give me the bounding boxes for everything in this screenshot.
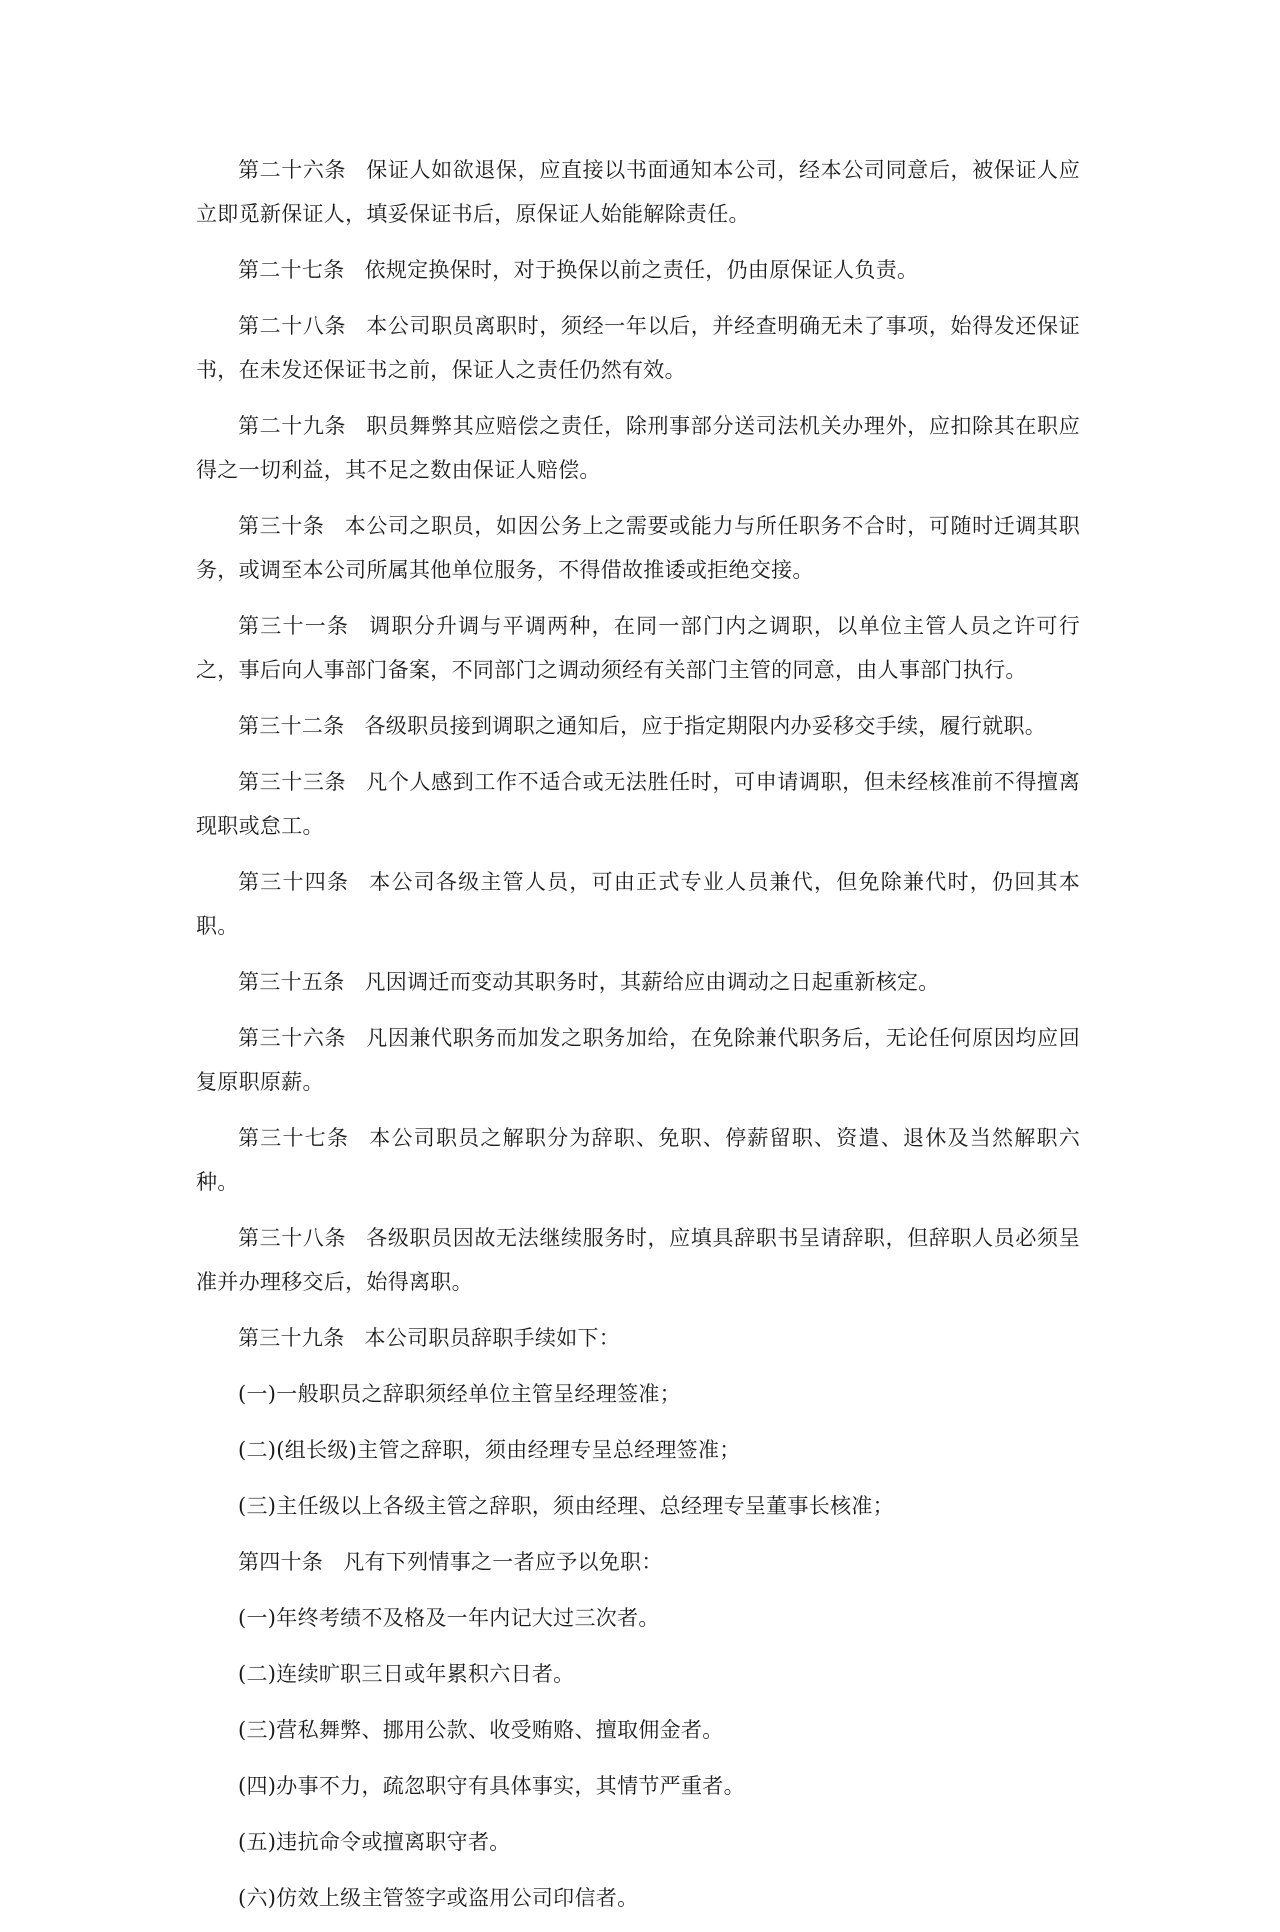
article-number: 第二十八条 — [238, 314, 347, 338]
article-30 — [196, 504, 1080, 592]
article-number: 第二十七条 — [238, 258, 345, 282]
article-number: 第三十八条 — [238, 1226, 347, 1250]
article-40 — [196, 1540, 1080, 1584]
article-number: 第三十条 — [238, 514, 325, 538]
list-item: (一)一般职员之辞职须经单位主管呈经理签准； — [238, 1382, 681, 1406]
article-text: 本公司职员辞职手续如下： — [364, 1326, 621, 1350]
article-39 — [196, 1316, 1080, 1360]
article-text: 凡因兼代职务而加发之职务加给，在免除兼代职务后，无论任何原因均应回复原职原薪。 — [196, 1026, 1080, 1094]
list-item: (五)违抗命令或擅离职守者。 — [238, 1830, 511, 1854]
article-text: 本公司职员之解职分为辞职、免职、停薪留职、资遣、退休及当然解职六种。 — [196, 1126, 1080, 1194]
article-text: 各级职员因故无法继续服务时，应填具辞职书呈请辞职，但辞职人员必须呈准并办理移交后，始得离职。 — [196, 1226, 1080, 1294]
article-32 — [196, 704, 1080, 748]
article-number: 第三十三条 — [238, 770, 347, 794]
article-number: 第三十一条 — [238, 614, 350, 638]
article-text: 本公司职员离职时，须经一年以后，并经查明确无未了事项，始得发还保证书，在未发还保证书之前，保证人之责任仍然有效。 — [196, 314, 1080, 382]
article-36 — [196, 1016, 1080, 1104]
article-number: 第三十七条 — [238, 1126, 350, 1150]
article-29 — [196, 404, 1080, 492]
article-text: 凡因调迁而变动其职务时，其薪给应由调动之日起重新核定。 — [364, 970, 940, 994]
article-text: 依规定换保时，对于换保以前之责任，仍由原保证人负责。 — [364, 258, 919, 282]
article-text: 各级职员接到调职之通知后，应于指定期限内办妥移交手续，履行就职。 — [364, 714, 1047, 738]
article-31 — [196, 604, 1080, 692]
list-item: (三)营私舞弊、挪用公款、收受贿赂、擅取佣金者。 — [238, 1718, 724, 1742]
article-number: 第三十五条 — [238, 970, 345, 994]
article-text: 职员舞弊其应赔偿之责任，除刑事部分送司法机关办理外，应扣除其在职应得之一切利益，其不足之数由保证人赔偿。 — [196, 414, 1080, 482]
list-item: (六)仿效上级主管签字或盗用公司印信者。 — [238, 1886, 639, 1910]
article-26 — [196, 148, 1080, 236]
article-text: 凡有下列情事之一者应予以免职： — [343, 1550, 663, 1574]
article-38 — [196, 1216, 1080, 1304]
article-number: 第四十条 — [238, 1550, 324, 1574]
list-item: (二)连续旷职三日或年累积六日者。 — [238, 1662, 575, 1686]
article-text: 凡个人感到工作不适合或无法胜任时，可申请调职，但未经核准前不得擅离现职或怠工。 — [196, 770, 1080, 838]
article-34 — [196, 860, 1080, 948]
list-item: (三)主任级以上各级主管之辞职，须由经理、总经理专呈董事长核准； — [238, 1494, 894, 1518]
document-body — [196, 148, 1080, 1932]
article-text: 本公司之职员，如因公务上之需要或能力与所任职务不合时，可随时迁调其职务，或调至本公司所属其他单位服务，不得借故推诿或拒绝交接。 — [196, 514, 1080, 582]
article-37 — [196, 1116, 1080, 1204]
article-text: 本公司各级主管人员，可由正式专业人员兼代，但免除兼代时，仍回其本职。 — [196, 870, 1080, 938]
article-28 — [196, 304, 1080, 392]
article-27 — [196, 248, 1080, 292]
article-number: 第二十六条 — [238, 158, 347, 182]
article-text: 保证人如欲退保，应直接以书面通知本公司，经本公司同意后，被保证人应立即觅新保证人，填妥保证书后，原保证人始能解除责任。 — [196, 158, 1080, 226]
article-number: 第三十二条 — [238, 714, 345, 738]
article-text: 调职分升调与平调两种，在同一部门内之调职，以单位主管人员之许可行之，事后向人事部门备案，不同部门之调动须经有关部门主管的同意，由人事部门执行。 — [196, 614, 1080, 682]
article-number: 第三十九条 — [238, 1326, 345, 1350]
article-33 — [196, 760, 1080, 848]
article-35 — [196, 960, 1080, 1004]
article-number: 第二十九条 — [238, 414, 347, 438]
list-item: (四)办事不力，疏忽职守有具体事实，其情节严重者。 — [238, 1774, 745, 1798]
list-item: (二)(组长级)主管之辞职，须由经理专呈总经理签准； — [238, 1438, 741, 1462]
article-number: 第三十四条 — [238, 870, 350, 894]
list-item: (一)年终考绩不及格及一年内记大过三次者。 — [238, 1606, 660, 1630]
article-number: 第三十六条 — [238, 1026, 347, 1050]
